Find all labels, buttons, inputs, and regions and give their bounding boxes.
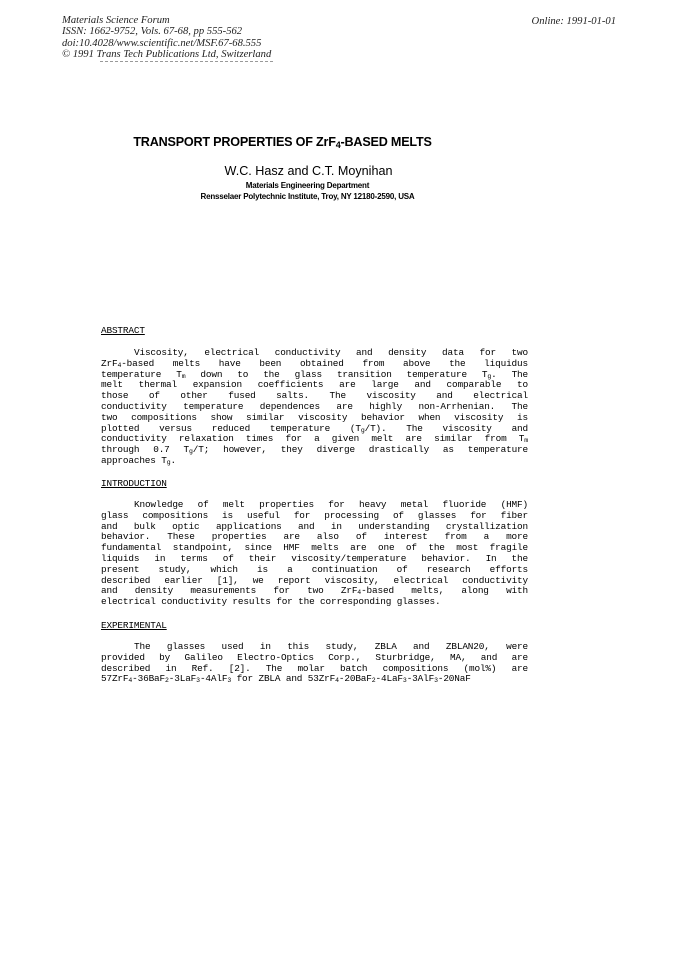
text-run: Viscosity, electrical conductivity and density data for two [134,347,528,358]
subscript: g [360,426,365,434]
text-run: Knowledge of melt properties for heavy metal fluoride (HMF) [134,499,528,510]
authors: W.C. Hasz and C.T. Moynihan [224,164,393,178]
text-run: conductivity relaxation times for a given melt are similar from T [101,433,525,445]
faded-copyright-strip [100,60,275,63]
journal-header [62,15,271,61]
text-run: -36BaF [132,673,166,685]
text-run: -based melts have been obtained from above the liquidus [121,357,528,369]
text-run: -20BaF [338,673,372,685]
subscript: 3 [196,677,200,685]
issn-line: ISSN: 1662-9752, Vols. 67-68, pp 555-562 [62,26,243,38]
text-run: down to the glass transition temperature T [185,368,488,380]
doi-line: doi:10.4028/www.scientific.net/MSF.67-68.555 [62,37,262,49]
text-run: -3AlF [406,673,435,685]
text-run: melt thermal expansion coefficients are large and comparable to [101,379,528,391]
journal-name: Materials Science Forum [62,15,170,26]
text-run: present study, which is a continuation of research efforts [101,563,528,575]
subscript: 3 [402,677,407,685]
subscript: 4 [117,361,122,369]
abstract-body [101,348,528,467]
text-run: those of other fused salts. The viscosity and electrical [101,390,528,402]
text-run: /T; however, they diverge drastically as temperature [192,444,529,456]
title-text: TRANSPORT PROPERTIES OF ZrF [133,135,336,149]
text-run: /T). The viscosity and [364,422,528,434]
subscript: 3 [227,677,232,685]
subscript: g [487,372,492,380]
title-text-end: -BASED MELTS [340,135,432,149]
subscript: m [181,372,186,380]
subscript: 2 [371,677,376,685]
affiliation-institute: Rensselaer Polytechnic Institute, Troy, NY 12180-2590, USA [200,192,415,201]
text-run: . The [491,368,528,380]
text-run: plotted versus reduced temperature (T [101,422,361,434]
subscript: m [524,437,528,445]
experimental-heading: EXPERIMENTAL [101,620,167,631]
text-run: electrical conductivity results for the corresponding glasses. [101,596,441,608]
text-run: and bulk optic applications and in understanding crystallization [101,520,528,532]
text-run: behavior. These properties are also of interest from a more [101,531,528,543]
affiliation-department: Materials Engineering Department [245,181,370,190]
text-run: and density measurements for two ZrF [101,585,358,597]
text-run: described earlier [1], we report viscosity, electrical conductivity [101,574,528,586]
text-run: temperature T [101,368,182,380]
subscript: 2 [165,677,169,685]
subscript: g [166,458,171,466]
subscript: g [189,448,193,456]
text-run: -3LaF [168,673,197,685]
text-run: . [170,454,176,466]
text-run: ZrF [101,357,118,369]
text-run: two compositions show similar viscosity behavior when viscosity is [101,411,528,423]
text-run: approaches T [101,454,167,466]
paper-title [0,135,565,150]
copyright-line: © 1991 Trans Tech Publications Ltd, Switzerland [62,49,272,61]
experimental-line [101,674,528,685]
text-run: through 0.7 T [101,444,190,456]
text-run: The glasses used in this study, ZBLA and ZBLAN20, were [134,641,528,652]
online-date: Online: 1991-01-01 [531,16,616,27]
introduction-body [101,500,528,608]
text-run: described in Ref. [2]. The molar batch compositions (mol%) are [101,662,528,674]
abstract-heading: ABSTRACT [101,325,145,336]
text-run: -20NaF [437,673,471,685]
text-run: -4AlF [199,673,228,685]
subscript: 4 [128,677,133,685]
text-run: -based melts, along with [361,585,528,597]
text-run: for ZBLA and 53ZrF [231,673,336,685]
text-run: provided by Galileo Electro-Optics Corp., Sturbridge, MA, and are [101,651,528,663]
text-run: 57ZrF [101,673,129,685]
subscript: 4 [357,589,362,597]
text-run: -4LaF [375,673,403,685]
introduction-line [101,597,528,608]
text-run: glass compositions is useful for processing of glasses for fiber [101,509,528,521]
introduction-heading: INTRODUCTION [101,478,167,489]
subscript: 3 [434,677,438,685]
text-run: liquids in terms of their viscosity/temperature behavior. In the [101,552,528,564]
abstract-line [101,456,528,467]
subscript: 4 [335,677,339,685]
title-subscript: 4 [335,140,341,150]
experimental-body [101,642,528,685]
text-run: conductivity temperature dependences are highly non-Arrhenian. The [101,400,528,412]
text-run: fundamental standpoint, since HMF melts are one of the most fragile [101,542,528,554]
